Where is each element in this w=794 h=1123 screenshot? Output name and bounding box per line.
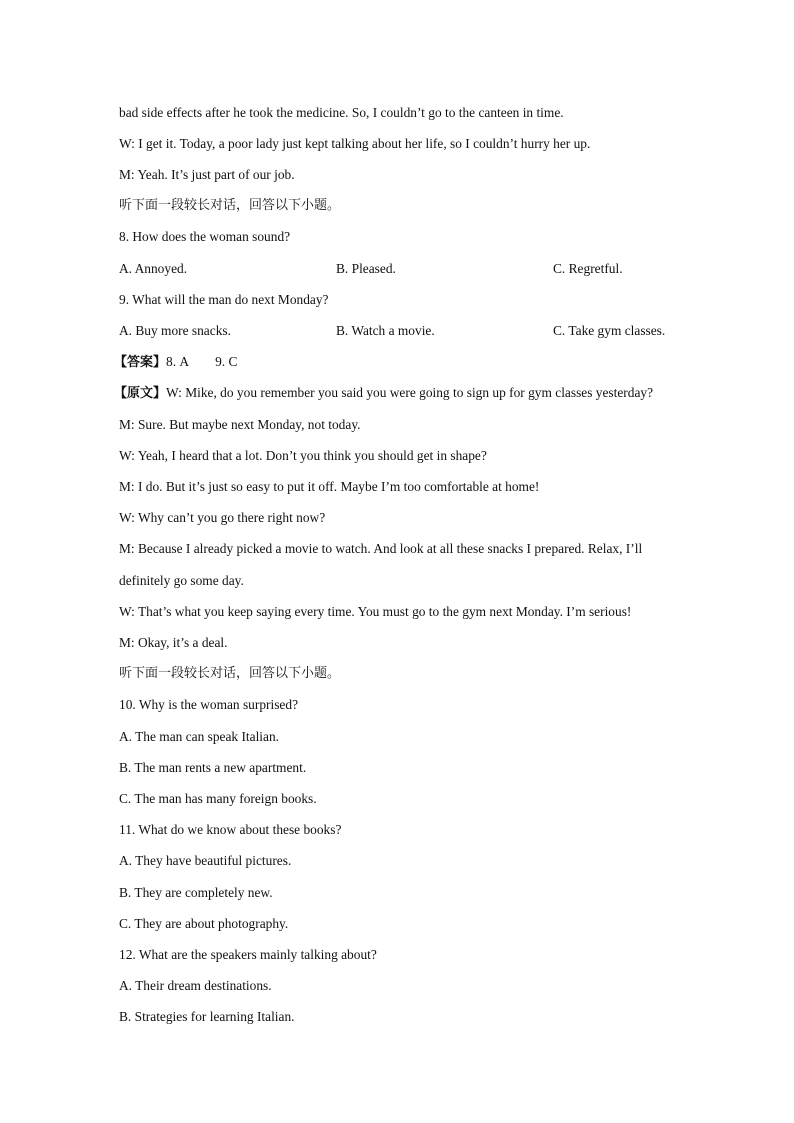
q8-option-a: A. Annoyed.: [119, 261, 188, 276]
question-10: 10. Why is the woman surprised?: [119, 697, 299, 712]
q10-option-c: C. The man has many foreign books.: [119, 791, 317, 806]
dialogue-line: W: That’s what you keep saying every time. You must go to the gym next Monday. I’m serious!: [119, 604, 632, 619]
dialogue-line: M: Yeah. It’s just part of our job.: [119, 167, 295, 182]
q9-option-b: B. Watch a movie.: [336, 323, 435, 338]
answer-8: 8. A: [166, 354, 190, 369]
q12-option-a: A. Their dream destinations.: [119, 978, 272, 993]
question-9: 9. What will the man do next Monday?: [119, 292, 329, 307]
q11-option-a: A. They have beautiful pictures.: [119, 853, 292, 868]
q12-option-b: B. Strategies for learning Italian.: [119, 1009, 295, 1024]
transcript-line: [114, 384, 653, 403]
dialogue-line: M: Okay, it’s a deal.: [119, 635, 228, 650]
question-11: 11. What do we know about these books?: [119, 822, 342, 837]
dialogue-line: M: Because I already picked a movie to watch. And look at all these snacks I prepared. Relax, I’ll: [119, 541, 643, 556]
dialogue-line: W: I get it. Today, a poor lady just kept talking about her life, so I couldn’t hurry her up.: [119, 136, 591, 151]
q10-option-b: B. The man rents a new apartment.: [119, 760, 307, 775]
q11-option-c: C. They are about photography.: [119, 916, 289, 931]
section-instruction: 听下面一段较长对话，回答以下小题。: [119, 666, 341, 681]
dialogue-line: M: Sure. But maybe next Monday, not today.: [119, 417, 361, 432]
dialogue-line: definitely go some day.: [119, 573, 244, 588]
dialogue-line: W: Why can’t you go there right now?: [119, 510, 326, 525]
transcript-text: W: Mike, do you remember you said you were going to sign up for gym classes yesterday?: [166, 385, 654, 400]
dialogue-line: M: I do. But it’s just so easy to put it off. Maybe I’m too comfortable at home!: [119, 479, 540, 494]
q9-option-c: C. Take gym classes.: [553, 323, 666, 338]
q10-option-a: A. The man can speak Italian.: [119, 729, 280, 744]
question-8: 8. How does the woman sound?: [119, 229, 291, 244]
text-line: bad side effects after he took the medicine. So, I couldn’t go to the canteen in time.: [119, 105, 564, 120]
section-instruction: 听下面一段较长对话，回答以下小题。: [119, 198, 341, 213]
q11-option-b: B. They are completely new.: [119, 885, 273, 900]
dialogue-line: W: Yeah, I heard that a lot. Don’t you think you should get in shape?: [119, 448, 487, 463]
q8-option-c: C. Regretful.: [553, 261, 623, 276]
answer-line: [114, 353, 237, 372]
q8-option-b: B. Pleased.: [336, 261, 396, 276]
q9-option-a: A. Buy more snacks.: [119, 323, 231, 338]
answer-label: 【答案】: [114, 355, 167, 370]
answer-9: 9. C: [215, 354, 238, 369]
transcript-label: 【原文】: [114, 386, 167, 401]
question-12: 12. What are the speakers mainly talking about?: [119, 947, 377, 962]
